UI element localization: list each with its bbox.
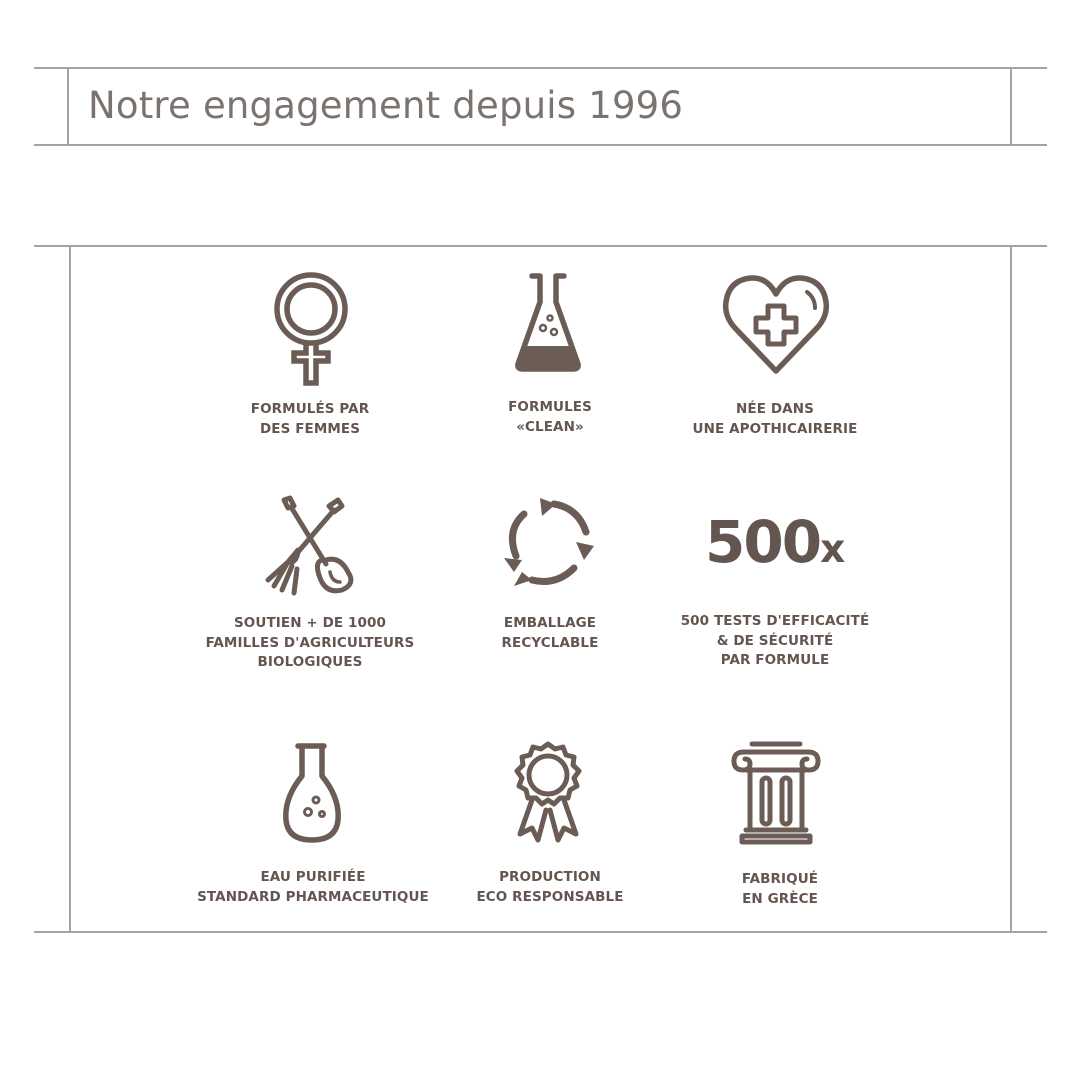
lab-flask-icon — [510, 272, 586, 376]
caption-500-tests: 500 TESTS D'EFFICACITÉ & DE SÉCURITÉ PAR FORMULE — [680, 613, 870, 668]
500x-badge: 500x — [705, 508, 846, 576]
header-top-border — [34, 67, 1047, 69]
water-flask-icon — [282, 742, 342, 846]
header-left-border — [67, 67, 69, 146]
caption-soutien-agriculteurs: SOUTIEN + DE 1000 FAMILLES D'AGRICULTEURS BIOLOGIQUES — [205, 615, 415, 670]
rosette-award-icon — [510, 740, 586, 852]
caption-nee-dans-une-apothicairerie: NÉE DANS UNE APOTHICAIRERIE — [692, 401, 858, 437]
content-top-border — [34, 245, 1047, 247]
greek-column-icon — [730, 740, 822, 850]
header-right-border — [1010, 67, 1012, 146]
heart-cross-icon — [722, 272, 830, 376]
caption-formules-clean: FORMULES «CLEAN» — [508, 399, 592, 435]
header-bottom-border — [34, 144, 1047, 146]
content-bottom-border — [34, 931, 1047, 933]
caption-eau-purifiee: EAU PURIFIÉE STANDARD PHARMACEUTIQUE — [197, 869, 429, 905]
content-left-border — [69, 245, 71, 933]
page-title: Notre engagement depuis 1996 — [88, 84, 684, 127]
recycle-icon — [502, 494, 596, 594]
caption-fabrique-en-grece: FABRIQUÉ EN GRÈCE — [741, 871, 819, 907]
caption-production-eco-responsable: PRODUCTION ECO RESPONSABLE — [476, 869, 624, 905]
venus-symbol-icon — [270, 270, 354, 390]
caption-formules-par-des-femmes: FORMULÉS PAR DES FEMMES — [250, 401, 370, 437]
caption-emballage-recyclable: EMBALLAGE RECYCLABLE — [501, 615, 599, 651]
farm-tools-icon — [262, 494, 362, 602]
content-right-border — [1010, 245, 1012, 933]
